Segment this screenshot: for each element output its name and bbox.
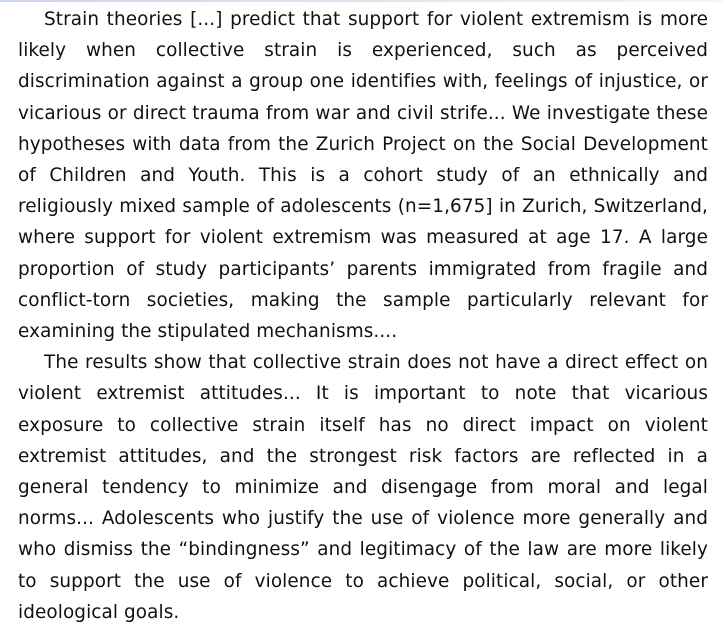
paragraph-results: The results show that collective strain does not have a direct effect on violent extremist attitudes... It is important to note that vicarious exposure to collective strain itself has no direct impact on violent extremist attitudes, and the strongest risk factors are reflected in a general tendency to minimize and disengage from moral and legal norms... Adolescents who justify the use of violence more generally and who dismiss the “bindingness” and legitimacy of the law are more likely to support the use of violence to achieve political, social, or other ideological goals.: [18, 352, 708, 623]
top-divider: [0, 0, 723, 2]
paragraph-strain-theories: Strain theories [...] predict that support for violent extremism is more likely when collective strain is experienced, such as perceived discrimination against a group one identifies with, feelings of injustice, or vicarious or direct trauma from war and civil strife... We investigate these hypotheses with data from the Zurich Project on the Social Development of Children and Youth. This is a cohort study of an ethnically and religiously mixed sample of adolescents (n=1,675] in Zurich, Switzerland, where support for violent extremism was measured at age 17. A large proportion of study participants’ parents immigrated from fragile and conflict-torn societies, making the sample particularly relevant for examining the stipulated mechanisms....: [18, 9, 708, 343]
document-body: [18, 4, 708, 628]
